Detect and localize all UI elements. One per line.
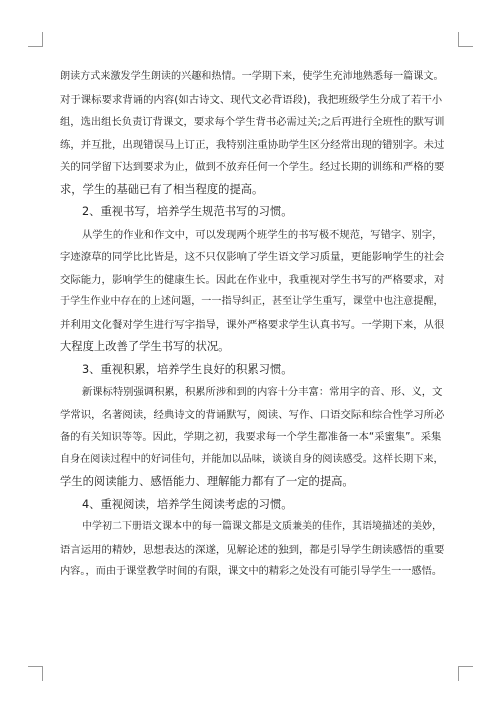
- section-heading: 3、重视积累，培养学生良好的积累习惯。: [82, 362, 293, 376]
- crop-mark-top-left: [28, 32, 43, 47]
- text-line: 字迹潦草的同学比比皆是，这不只仅影响了学生语文学习质量，更能影响学生的社会: [60, 251, 445, 263]
- crop-mark-bottom-right: [458, 666, 473, 681]
- section-heading: 2、重视书写，培养学生规范书写的习惯。: [82, 205, 293, 218]
- text-line: 于学生作业中存在的上述问题，一一指导纠正，甚至让学生重写，课堂中也注意提醒，: [60, 296, 444, 307]
- crop-mark-top-right: [458, 32, 473, 47]
- text-line: 新课标特别强调积累，积累所涉和到的内容十分丰富：常用字的音、形、义，文: [82, 386, 443, 398]
- text-line: 关的同学留下达到要求为止，做到不放弃任何一个学生。经过长期的训练和严格的要: [60, 161, 445, 173]
- document-body: [60, 66, 444, 584]
- text-line: 组，选出组长负责订背课文，要求每个学生背书必需过关;之后再进行全班性的默写训: [60, 116, 445, 128]
- text-line: 朗读方式来激发学生朗读的兴趣和热情。一学期下来，使学生充沛地熟悉每一篇课文。: [60, 71, 444, 82]
- text-line: 语言运用的精妙，思想表达的深遂，见解论述的独到，都是引导学生朗读感悟的重要: [60, 543, 445, 556]
- text-line: 对于课标要求背诵的内容(如古诗文、现代文必背语段)，我把班级学生分成了若干小: [60, 93, 443, 106]
- text-line: 交际能力，影响学生的健康生长。因此在作业中，我重视对学生书写的严格要求，对: [60, 273, 445, 286]
- text-line: 并利用文化餐对学生进行写字指导，课外严格要求学生认真书写。一学期下来，从很: [60, 318, 445, 331]
- text-line: 学常识，名著阅读，经典诗文的背诵默写，阅读、写作、口语交际和综合性学习所必: [60, 408, 445, 421]
- text-line: 大程度上改善了学生书写的状况。: [60, 340, 230, 353]
- text-line: 求，学生的基础已有了相当程度的提高。: [60, 182, 264, 196]
- section-heading: 4、重视阅读，培养学生阅读考虑的习惯。: [82, 497, 293, 511]
- crop-mark-bottom-left: [28, 666, 43, 681]
- text-line: 自身在阅读过程中的好词佳句，并能加以品味，谈谈自身的阅读感受。这样长期下来，: [60, 453, 444, 465]
- text-line: 从学生的作业和作文中，可以发现两个班学生的书写极不规范，写错字、别字，: [82, 228, 443, 241]
- text-line: 学生的阅读能力、感悟能力、理解能力都有了一定的提高。: [60, 475, 354, 488]
- text-line: 中学初二下册语文课本中的每一篇课文都是文质兼美的佳作，其语境描述的美妙，: [82, 521, 442, 532]
- text-line: 内容。，而由于课堂教学时间的有限，课文中的精彩之处没有可能引导学生一一感悟。: [60, 566, 443, 577]
- text-line: 备的有关知识等等。因此，学期之初，我要求每一个学生都准备一本“采蜜集”。采集: [60, 431, 442, 443]
- text-line: 练，并互批，出现错误马上订正，我特别注重协助学生区分经常出现的错别字。未过: [60, 138, 445, 151]
